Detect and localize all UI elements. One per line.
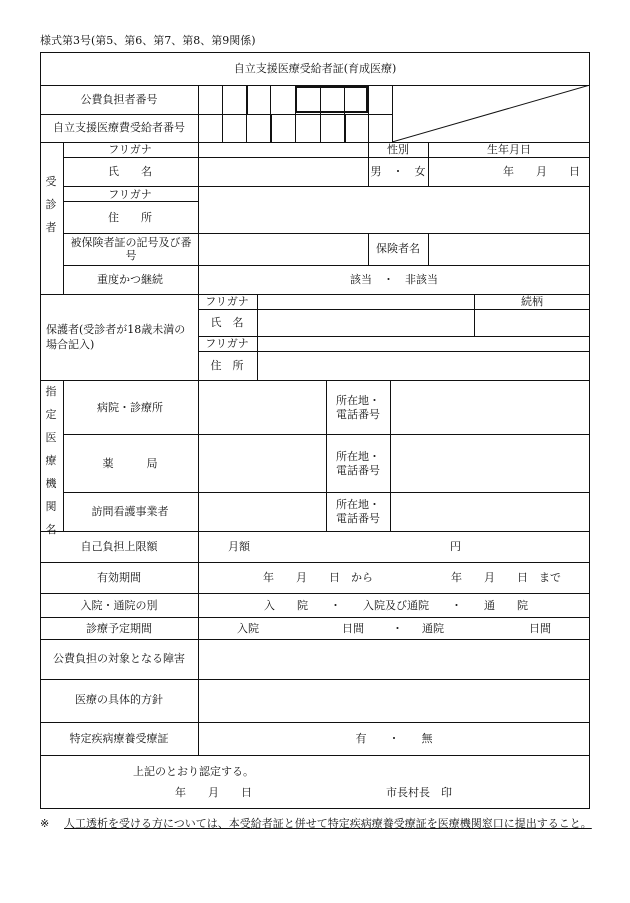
- policy-label: 医療の具体的方針: [75, 693, 163, 706]
- guardian-furigana-label: フリガナ: [205, 295, 249, 308]
- schedule-days-1: 日間: [342, 622, 364, 635]
- schedule-days-2: 日間: [529, 622, 551, 635]
- certification-date: 年 月 日: [175, 786, 252, 799]
- validity-label: 有効期間: [97, 571, 141, 584]
- designated-institution-section-label: 指 定 医 療 機 関 名: [45, 385, 57, 536]
- guardian-label: 保護者(受診者が18歳未満の場合記入): [46, 323, 186, 351]
- severe-continuing-value: 該当 ・ 非該当: [350, 273, 438, 286]
- address-furigana-label: フリガナ: [108, 188, 152, 201]
- guardian-name-label: 氏 名: [210, 316, 244, 329]
- visiting-nurse-label: 訪問看護事業者: [91, 505, 169, 518]
- footnote-mark: ※: [40, 817, 50, 830]
- insurance-id-label: 被保険者証の記号及び番号: [70, 236, 192, 262]
- insurer-name-label: 保険者名: [376, 242, 420, 255]
- validity-from: 年 月 日 から: [263, 571, 373, 584]
- hospital-location-phone-label: 所在地・ 電話番号: [336, 394, 380, 421]
- form-number: 様式第3号(第5、第6、第7、第8、第9関係): [40, 34, 256, 47]
- pharmacy-location-phone-label: 所在地・ 電話番号: [336, 450, 380, 477]
- schedule-outpatient: 通院: [422, 622, 444, 635]
- schedule-inpatient: 入院: [237, 622, 259, 635]
- inpatient-type-value: 入 院 ・ 入院及び通院 ・ 通 院: [264, 599, 528, 612]
- inpatient-type-label: 入院・通院の別: [80, 599, 158, 612]
- form-title: 自立支援医療受給者証(育成医療): [233, 62, 397, 75]
- address-label: 住 所: [108, 211, 152, 224]
- recipient-section-label: 受 診 者: [45, 175, 57, 234]
- schedule-label: 診療予定期間: [86, 622, 152, 635]
- pharmacy-label: 薬 局: [102, 457, 158, 470]
- diagonal-strike: [392, 85, 590, 142]
- sex-value: 男 ・ 女: [370, 165, 426, 178]
- sex-label: 性別: [387, 143, 409, 156]
- specified-disease-label: 特定疾病療養受療証: [69, 732, 169, 745]
- public-payer-number-label: 公費負担者番号: [80, 93, 158, 106]
- recipient-number-label: 自立支援医療費受給者番号: [53, 121, 185, 134]
- birthdate-value: 年 月 日: [503, 165, 580, 178]
- copay-limit-label: 自己負担上限額: [80, 540, 158, 553]
- validity-to: 年 月 日 まで: [451, 571, 561, 584]
- hospital-label: 病院・診療所: [97, 401, 163, 414]
- mayor-seal: 市長村長 印: [386, 786, 452, 799]
- guardian-address-label: 住 所: [210, 359, 244, 372]
- name-furigana-label: フリガナ: [108, 143, 152, 156]
- relationship-label: 続柄: [521, 295, 543, 308]
- schedule-separator: ・: [392, 622, 403, 635]
- severe-continuing-label: 重度かつ継続: [97, 273, 163, 286]
- certification-text: 上記のとおり認定する。: [133, 765, 254, 778]
- birthdate-label: 生年月日: [487, 143, 531, 156]
- name-label: 氏 名: [108, 165, 152, 178]
- payer-number-bold-box: [295, 86, 368, 113]
- disability-label: 公費負担の対象となる障害: [53, 652, 185, 665]
- copay-monthly-label: 月額: [228, 540, 250, 553]
- copay-yen-label: 円: [450, 540, 461, 553]
- guardian-address-furigana-label: フリガナ: [205, 337, 249, 350]
- nurse-location-phone-label: 所在地・ 電話番号: [336, 498, 380, 525]
- specified-disease-value: 有 ・ 無: [355, 732, 433, 745]
- footnote-text: 人工透析を受ける方については、本受給者証と併せて特定疾病療養受療証を医療機関窓口に提出すること。: [64, 817, 592, 830]
